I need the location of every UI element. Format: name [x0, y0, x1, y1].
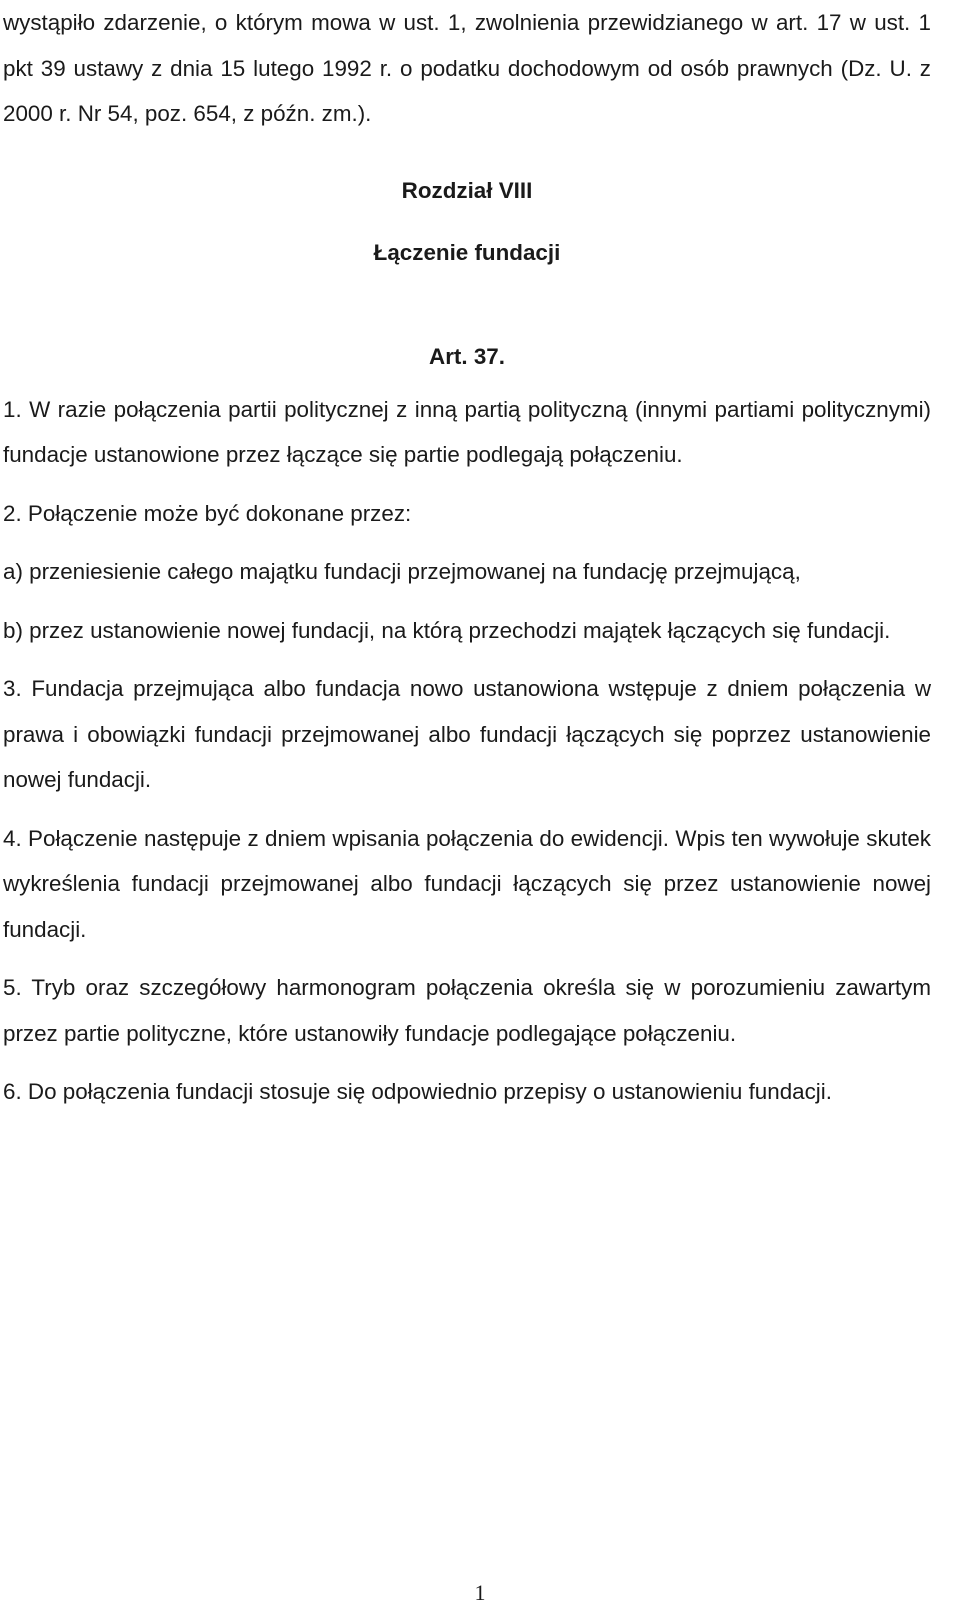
- article-point-b: b) przez ustanowienie nowej fundacji, na którą przechodzi majątek łączących się fundacji.: [3, 617, 891, 643]
- chapter-number: Rozdział VIII: [401, 177, 533, 203]
- article-paragraph-5: 5. Tryb oraz szczegółowy harmonogram połączenia określa się w porozumieniu zawartym przez partie polityczne, które ustanowiły fundacje podlegające połączeniu.: [3, 975, 931, 1046]
- article-paragraph-4: 4. Połączenie następuje z dniem wpisania połączenia do ewidencji. Wpis ten wywołuje skutek wykreślenia fundacji przejmowanej albo fundacji łączących się przez ustanowienie nowej fundacji.: [3, 825, 931, 942]
- article-paragraph-2: 2. Połączenie może być dokonane przez:: [3, 500, 412, 526]
- document-page: [3, 0, 931, 1115]
- article-paragraph-1: 1. W razie połączenia partii politycznej z inną partią polityczną (innymi partiami politycznymi) fundacje ustanowione przez łączące się partie podlegają połączeniu.: [3, 396, 931, 467]
- article-paragraph-6: 6. Do połączenia fundacji stosuje się odpowiednio przepisy o ustanowieniu fundacji.: [3, 1079, 832, 1104]
- article-paragraph-3: 3. Fundacja przejmująca albo fundacja nowo ustanowiona wstępuje z dniem połączenia w prawa i obowiązki fundacji przejmowanej albo fundacji łączących się poprzez ustanowienie nowej fundacji.: [3, 676, 931, 792]
- article-label: Art. 37.: [429, 343, 505, 369]
- article-point-a: a) przeniesienie całego majątku fundacji przejmowanej na fundację przejmującą,: [3, 559, 801, 584]
- chapter-title: Łączenie fundacji: [373, 239, 561, 265]
- page-number: 1: [474, 1580, 486, 1605]
- intro-paragraph: wystąpiło zdarzenie, o którym mowa w ust. 1, zwolnienia przewidzianego w art. 17 w ust. 1 pkt 39 ustawy z dnia 15 lutego 1992 r. o podatku dochodowym od osób prawnych (Dz. U. z 2000 r. Nr 54, poz. 654, z późn. zm.).: [3, 10, 931, 126]
